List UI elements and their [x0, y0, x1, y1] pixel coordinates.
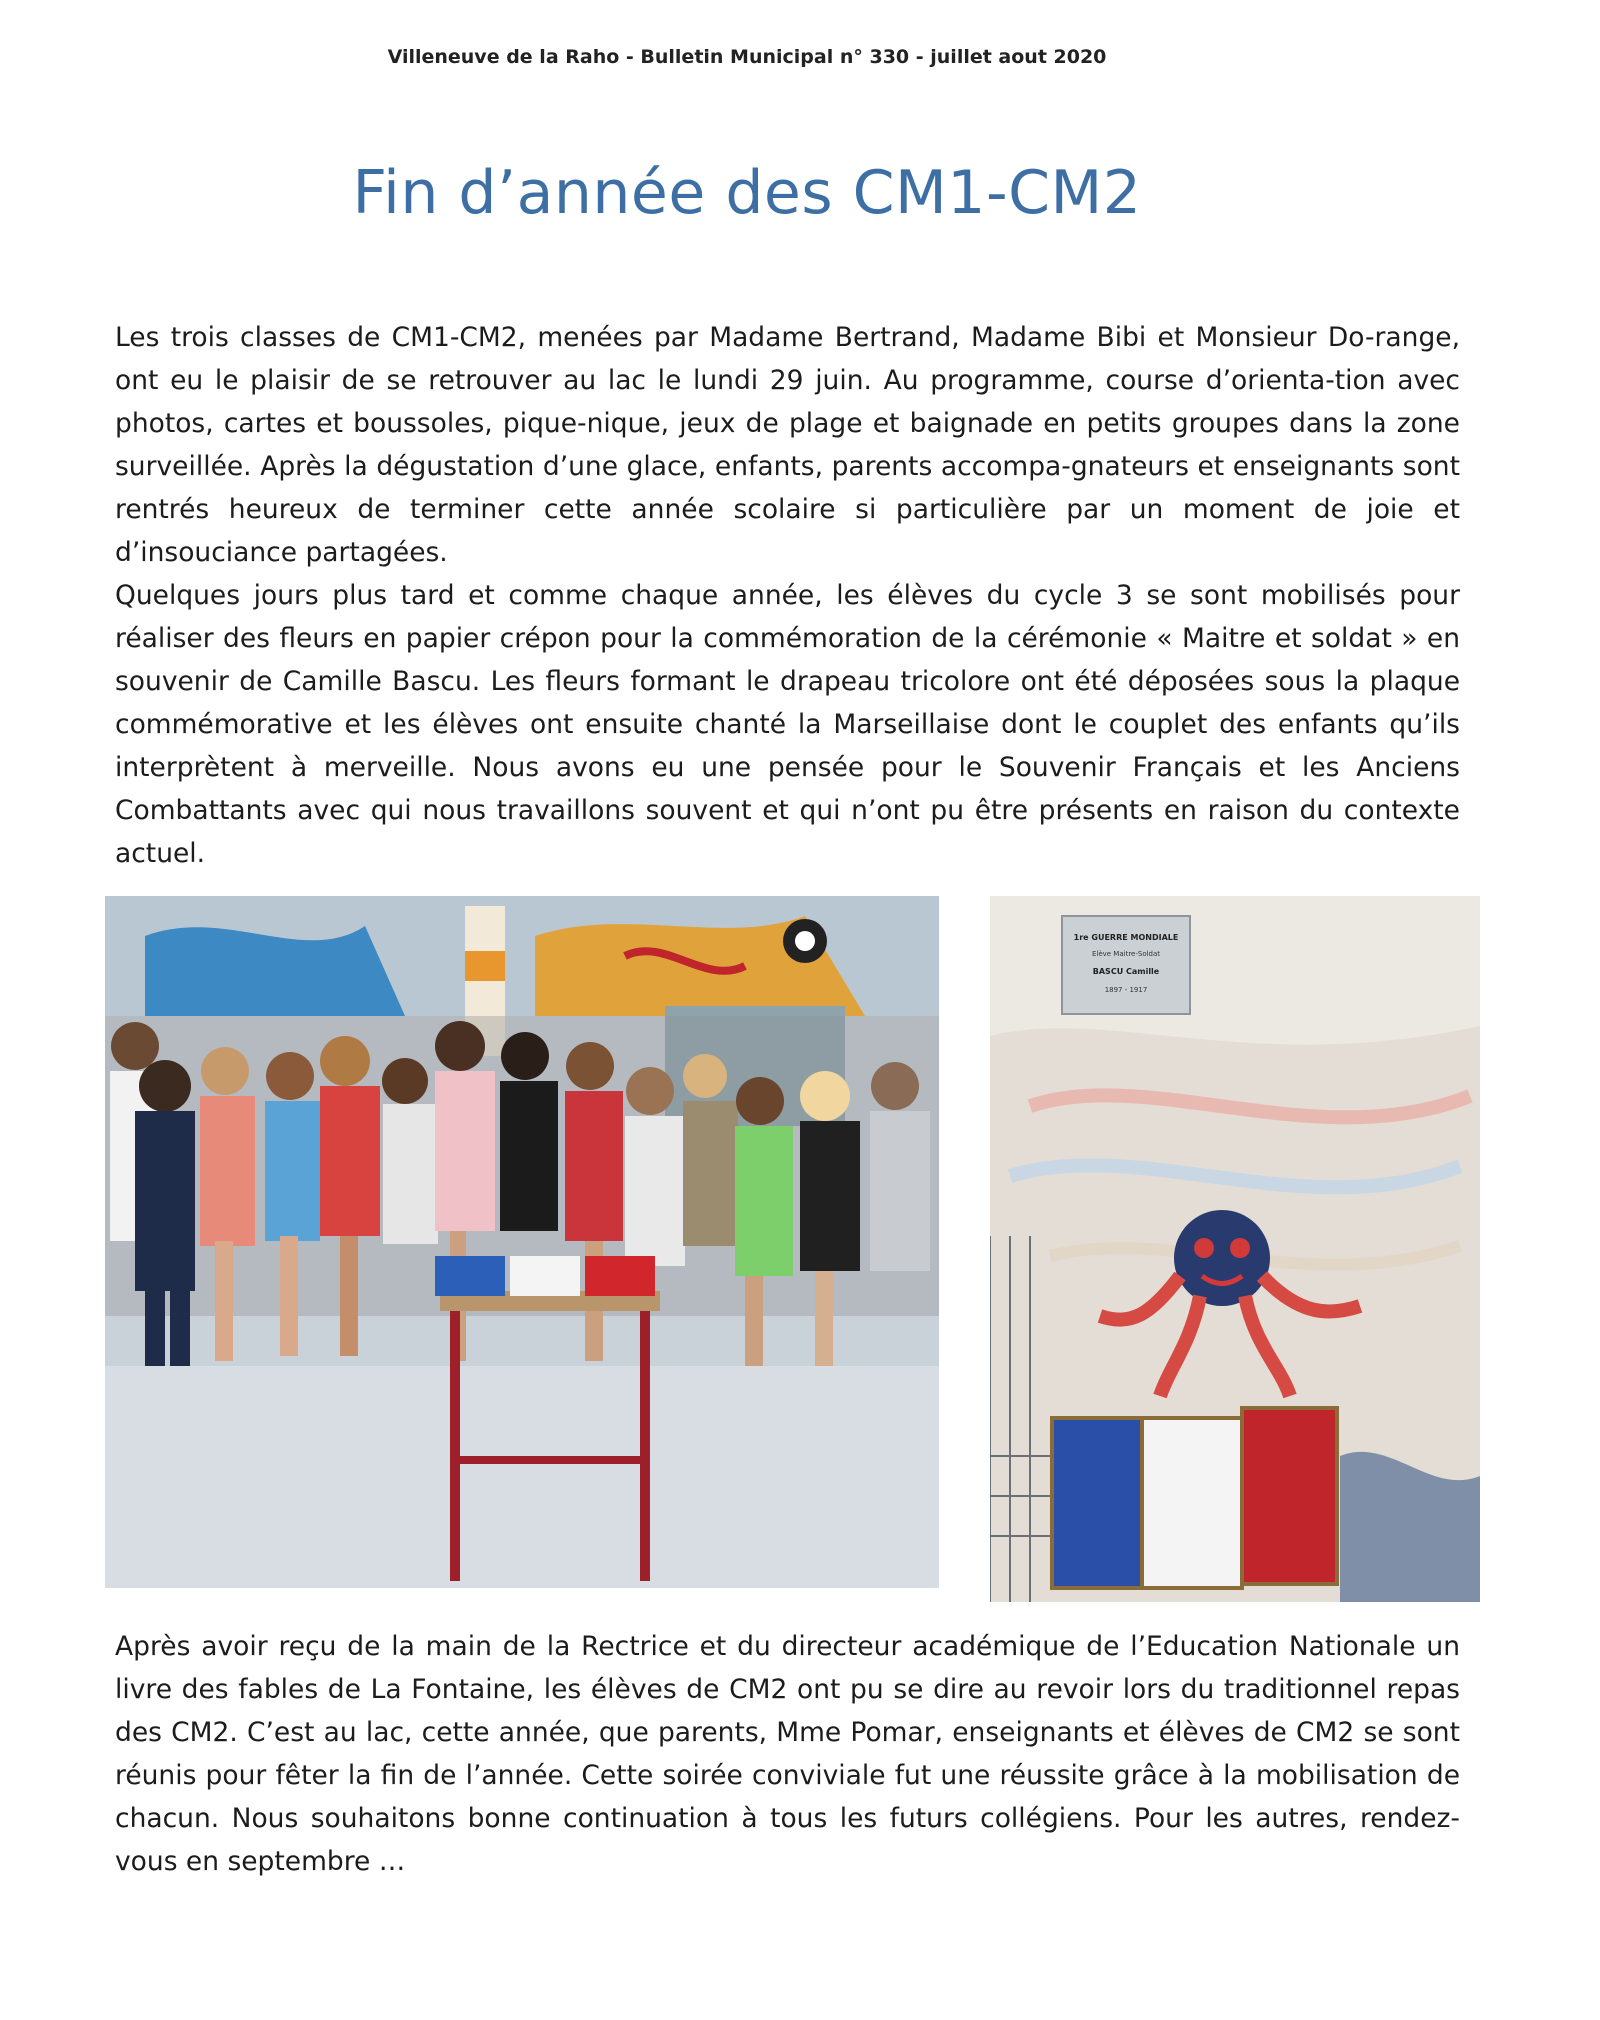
paragraph-ceremony: Quelques jours plus tard et comme chaque année, les élèves du cycle 3 se sont mobilisés pour réaliser des fleurs en papier crépon pour la commémoration de la cérémonie « Maitre et soldat » en souvenir de Camille Bascu. Les fleurs formant le drapeau tricolore ont été déposées sous la plaque commémorative et les élèves ont ensuite chanté la Marseillaise dont le couplet des enfants qu’ils interprètent à merveille. Nous avons eu une pensée pour le Souvenir Français et les Anciens Combattants avec qui nous travaillons souvent et qui n’ont pu être présents en raison du contexte actuel.	[115, 580, 1460, 869]
students-photo	[105, 896, 939, 1588]
intro-text-block	[115, 316, 1460, 875]
bulletin-header: Villeneuve de la Raho - Bulletin Municipal n° 330 - juillet aout 2020	[387, 46, 1107, 68]
plaque-line-2: Elève Maitre-Soldat	[1091, 950, 1161, 958]
paragraph-farewell: Après avoir reçu de la main de la Rectrice et du directeur académique de l’Education Nationale un livre des fables de La Fontaine, les élèves de CM2 ont pu se dire au revoir lors du traditionnel repas des CM2. C’est au lac, cette année, que parents, Mme Pomar, enseignants et élèves de CM2 se sont réunis pour fêter la fin de l’année. Cette soirée conviviale fut une réussite grâce à la mobilisation de chacun. Nous souhaitons bonne continuation à tous les futurs collégiens. Pour les autres, rendez-vous en septembre …	[115, 1631, 1460, 1877]
plaque-line-1: 1re GUERRE MONDIALE	[1073, 933, 1179, 942]
paragraph-lake-outing: Les trois classes de CM1-CM2, menées par Madame Bertrand, Madame Bibi et Monsieur Do-range, ont eu le plaisir de se retrouver au lac le lundi 29 juin. Au programme, course d’orienta-tion avec photos, cartes et boussoles, pique-nique, jeux de plage et baignade en petits groupes dans la zone surveillée. Après la dégustation d’une glace, enfants, parents accompa-gnateurs et enseignants sont rentrés heureux de terminer cette année scolaire si particulière par un moment de joie et d’insouciance partagées.	[115, 322, 1460, 568]
plaque-photo-illustration	[990, 896, 1480, 1602]
students-photo-illustration	[105, 896, 939, 1588]
closing-text-block	[115, 1625, 1460, 1883]
plaque-line-3: BASCU Camille	[1092, 967, 1160, 976]
plaque-photo	[990, 896, 1480, 1602]
plaque-line-4: 1897 - 1917	[1104, 986, 1148, 994]
page-title: Fin d’année des CM1-CM2	[352, 158, 1142, 228]
